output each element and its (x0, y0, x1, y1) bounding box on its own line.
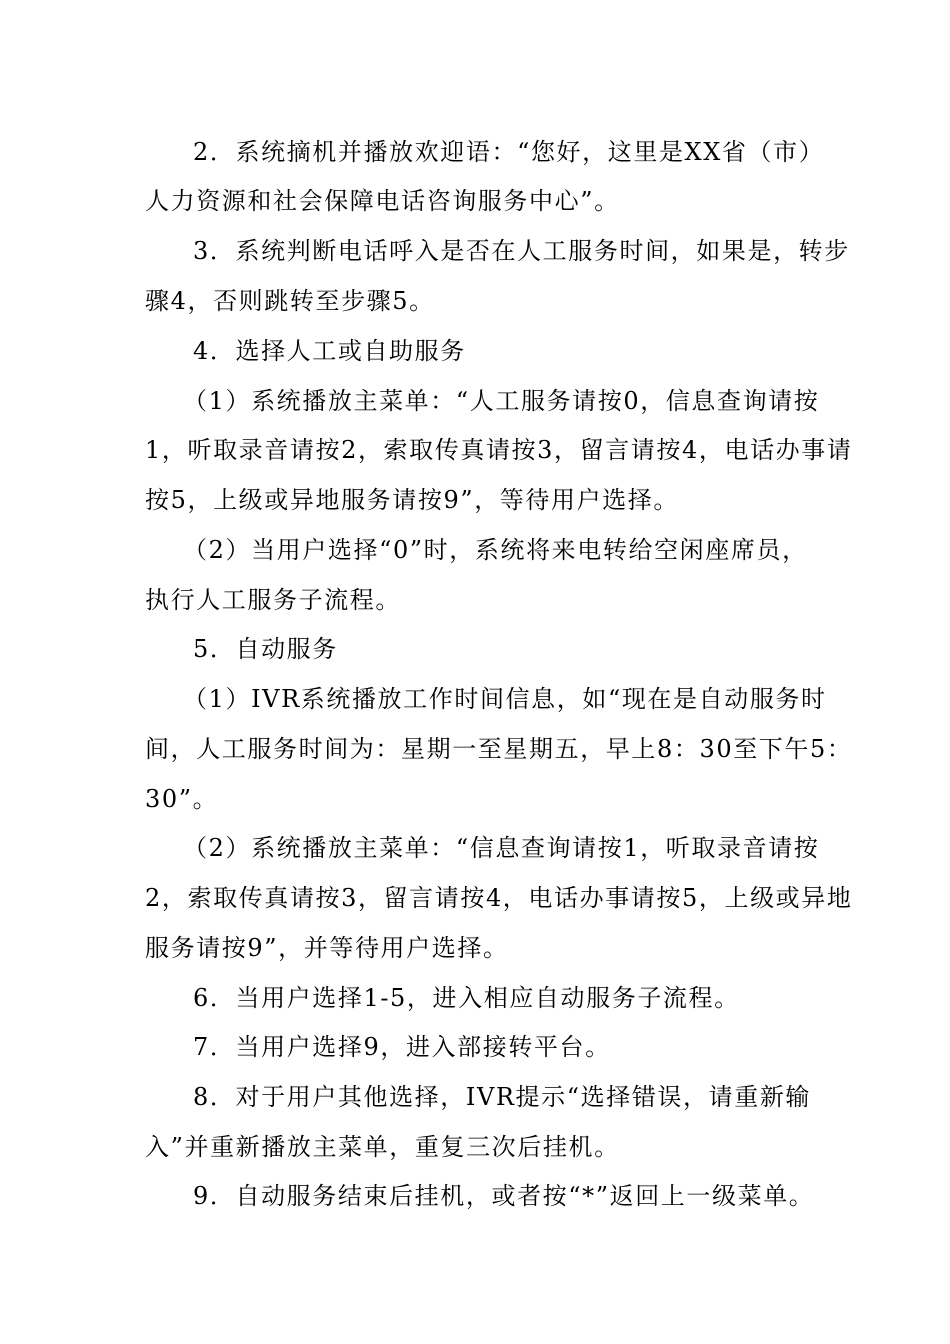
paragraph-3-line-1: 3．系统判断电话呼入是否在人工服务时间，如果是，转步 (193, 237, 850, 265)
paragraph-4-2-line-1: （2）当用户选择“0”时，系统将来电转给空闲座席员， (183, 536, 808, 564)
paragraph-4-1-line-1: （1）系统播放主菜单：“人工服务请按0，信息查询请按 (183, 387, 820, 415)
paragraph-4-heading: 4．选择人工或自助服务 (193, 337, 466, 365)
paragraph-5-1-line-2: 间，人工服务时间为：星期一至星期五，早上8：30至下午5： (145, 735, 853, 763)
paragraph-5-heading: 5．自动服务 (193, 635, 338, 663)
paragraph-3-line-2: 骤4，否则跳转至步骤5。 (145, 287, 435, 315)
paragraph-8-line-1: 8．对于用户其他选择，IVR提示“选择错误，请重新输 (193, 1083, 812, 1111)
paragraph-8-line-2: 入”并重新播放主菜单，重复三次后挂机。 (145, 1133, 620, 1161)
paragraph-5-2-line-3: 服务请按9”，并等待用户选择。 (145, 934, 509, 962)
paragraph-2-line-1: 2．系统摘机并播放欢迎语：“您好，这里是XX省（市） (193, 138, 825, 166)
paragraph-5-1-line-1: （1）IVR系统播放工作时间信息，如“现在是自动服务时 (183, 685, 827, 713)
paragraph-4-1-line-2: 1，听取录音请按2，索取传真请按3，留言请按4，电话办事请 (145, 436, 853, 464)
paragraph-4-1-line-3: 按5，上级或异地服务请按9”，等待用户选择。 (145, 486, 680, 514)
paragraph-5-2-line-2: 2，索取传真请按3，留言请按4，电话办事请按5，上级或异地 (145, 884, 853, 912)
paragraph-2-line-2: 人力资源和社会保障电话咨询服务中心”。 (145, 187, 620, 215)
paragraph-5-1-line-3: 30”。 (145, 785, 219, 813)
paragraph-5-2-line-1: （2）系统播放主菜单：“信息查询请按1，听取录音请按 (183, 834, 820, 862)
paragraph-6: 6．当用户选择1-5，进入相应自动服务子流程。 (193, 984, 740, 1012)
paragraph-7: 7．当用户选择9，进入部接转平台。 (193, 1033, 611, 1061)
paragraph-9: 9．自动服务结束后挂机，或者按“*”返回上一级菜单。 (193, 1182, 815, 1210)
paragraph-4-2-line-2: 执行人工服务子流程。 (145, 586, 401, 614)
